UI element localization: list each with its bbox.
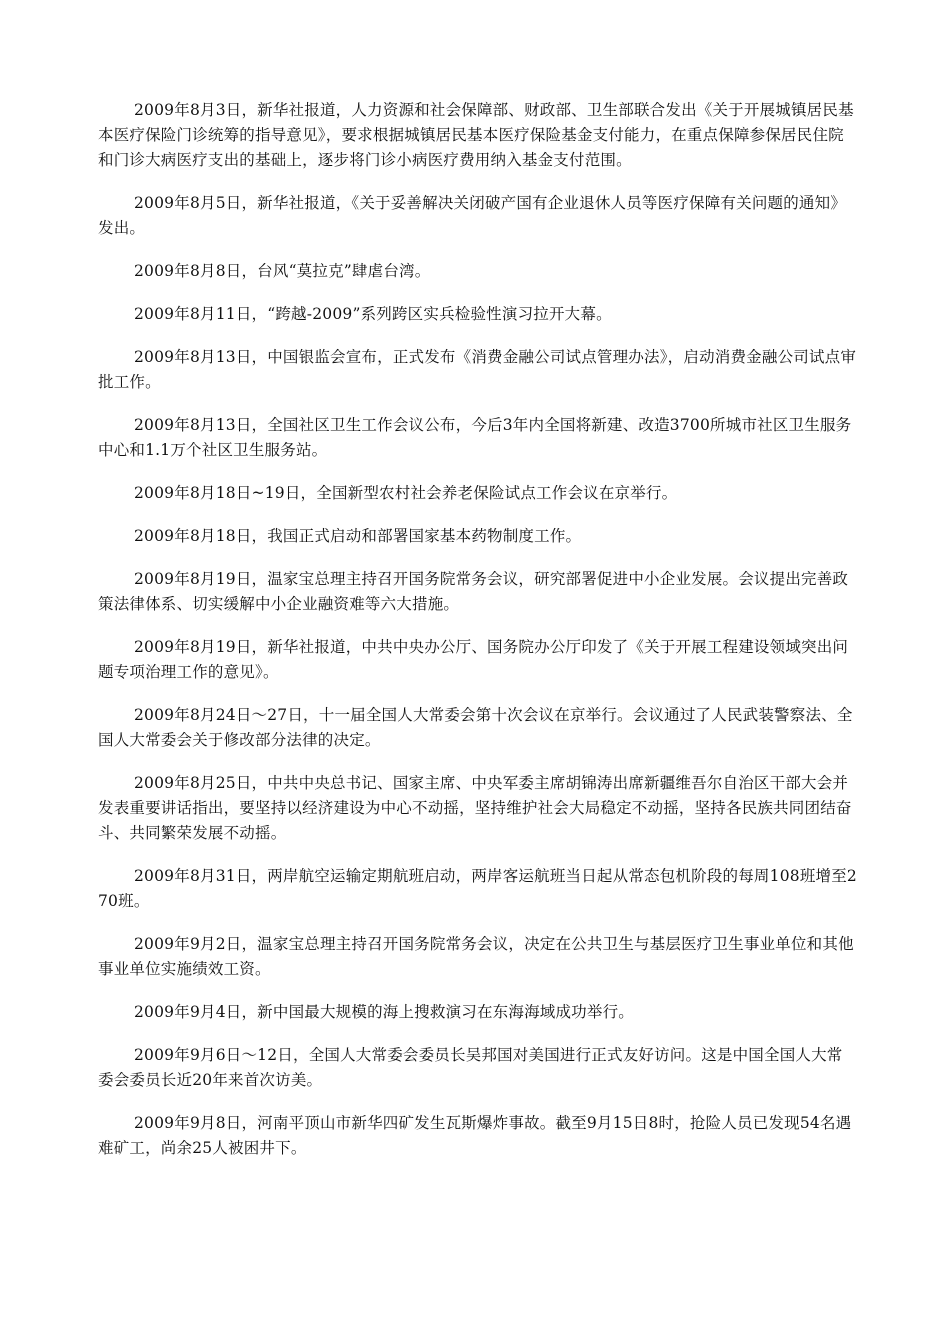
paragraph: 2009年8月3日，新华社报道，人力资源和社会保障部、财政部、卫生部联合发出《关于开展城镇居民基本医疗保险门诊统筹的指导意见》，要求根据城镇居民基本医疗保险基金支付能力，在重点保障参保居民住院和门诊大病医疗支出的基础上，逐步将门诊小病医疗费用纳入基金支付范围。 (98, 101, 854, 169)
paragraph: 2009年8月24日～27日，十一届全国人大常委会第十次会议在京举行。会议通过了人民武装警察法、全国人大常委会关于修改部分法律的决定。 (98, 706, 853, 749)
paragraph: 2009年8月11日，“跨越-2009”系列跨区实兵检验性演习拉开大幕。 (134, 305, 612, 323)
paragraph: 2009年8月13日，全国社区卫生工作会议公布，今后3年内全国将新建、改造3700所城市社区卫生服务中心和1.1万个社区卫生服务站。 (98, 416, 852, 459)
document-body (98, 98, 858, 1179)
paragraph: 2009年9月2日，温家宝总理主持召开国务院常务会议，决定在公共卫生与基层医疗卫生事业单位和其他事业单位实施绩效工资。 (98, 935, 854, 978)
paragraph: 2009年8月25日，中共中央总书记、国家主席、中央军委主席胡锦涛出席新疆维吾尔自治区干部大会并发表重要讲话指出，要坚持以经济建设为中心不动摇，坚持维护社会大局稳定不动摇，坚持各民族共同团结奋斗、共同繁荣发展不动摇。 (98, 774, 852, 842)
paragraph: 2009年9月6日～12日，全国人大常委会委员长吴邦国对美国进行正式友好访问。这是中国全国人大常委会委员长近20年来首次访美。 (98, 1046, 843, 1089)
paragraph: 2009年8月8日，台风“莫拉克”肆虐台湾。 (134, 262, 431, 280)
paragraph: 2009年8月31日，两岸航空运输定期航班启动，两岸客运航班当日起从常态包机阶段的每周108班增至270班。 (98, 867, 857, 910)
paragraph: 2009年9月8日，河南平顶山市新华四矿发生瓦斯爆炸事故。截至9月15日8时，抢险人员已发现54名遇难矿工，尚余25人被困井下。 (98, 1114, 852, 1157)
paragraph: 2009年8月5日，新华社报道，《关于妥善解决关闭破产国有企业退休人员等医疗保障有关问题的通知》发出。 (98, 194, 847, 237)
paragraph: 2009年8月13日，中国银监会宣布，正式发布《消费金融公司试点管理办法》，启动消费金融公司试点审批工作。 (98, 348, 857, 391)
paragraph: 2009年9月4日，新中国最大规模的海上搜救演习在东海海域成功举行。 (134, 1003, 634, 1021)
paragraph: 2009年8月18日~19日，全国新型农村社会养老保险试点工作会议在京举行。 (134, 484, 678, 502)
paragraph: 2009年8月18日，我国正式启动和部署国家基本药物制度工作。 (134, 527, 582, 545)
paragraph: 2009年8月19日，温家宝总理主持召开国务院常务会议，研究部署促进中小企业发展。会议提出完善政策法律体系、切实缓解中小企业融资难等六大措施。 (98, 570, 849, 613)
paragraph: 2009年8月19日，新华社报道，中共中央办公厅、国务院办公厅印发了《关于开展工程建设领域突出问题专项治理工作的意见》。 (98, 638, 849, 681)
